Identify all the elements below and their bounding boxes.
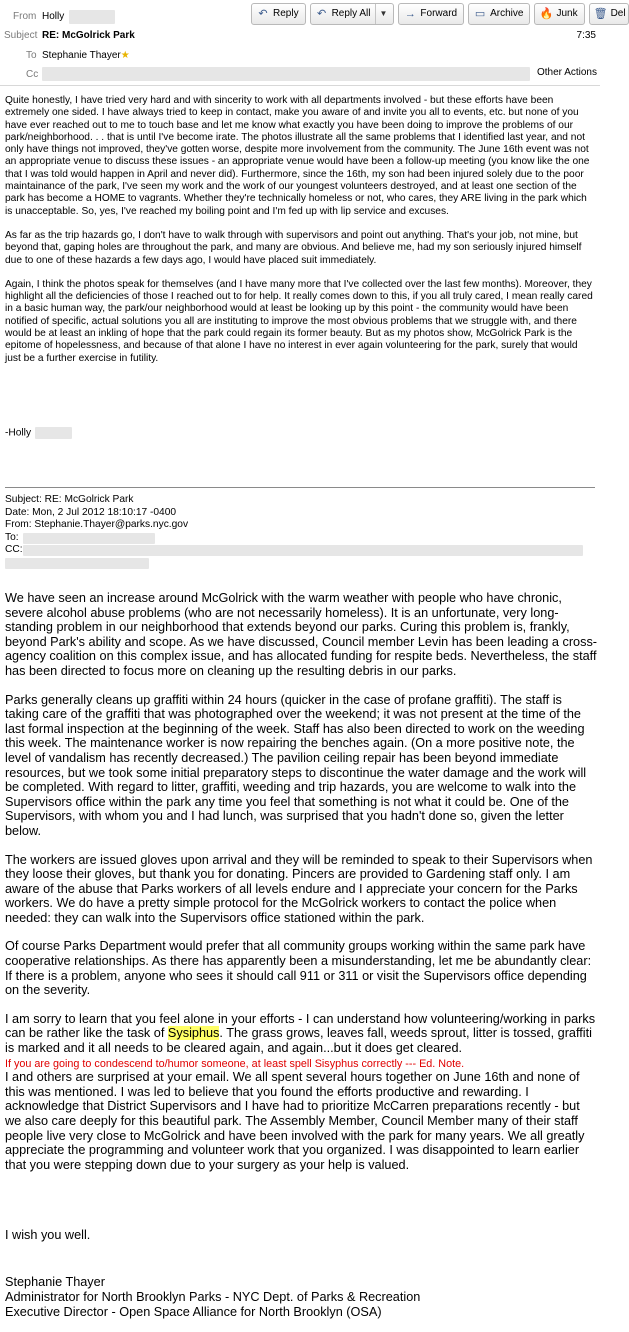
redacted-quoted-cc-continued (5, 558, 149, 569)
quoted-to-row (5, 532, 595, 545)
quoted-paragraph: The workers are issued gloves upon arrival and they will be reminded to speak to their Supervisors when they loose their gloves, but thank you for donating. Pincers are provided to Gardening staff only. I am aware of the abuse that Parks workers of all levels endure and I appreciate your concern for the Parks workers. We do have a pretty simple protocol for the McGolrick workers to contact the police when needed: they can walk into the Supervisors office stationed within the park. (5, 852, 593, 925)
star-icon[interactable]: ★ (120, 50, 130, 61)
message-body (5, 95, 595, 365)
redacted-signature-surname (35, 427, 72, 439)
forward-button[interactable] (398, 3, 464, 25)
reply-icon: ↶ (258, 8, 268, 20)
signature-title: Administrator for North Brooklyn Parks - NYC Dept. of Parks & Recreation (5, 1289, 421, 1304)
trash-icon: 🗑 (593, 8, 608, 20)
quoted-message-header (5, 494, 595, 570)
other-actions-menu[interactable]: Other Actions (536, 67, 597, 78)
reply-button[interactable] (251, 3, 306, 25)
reply-all-icon: ↶ (316, 8, 327, 20)
quoted-subject: Subject: RE: McGolrick Park (5, 494, 134, 505)
quoted-paragraph: We have seen an increase around McGolrick with the warm weather with people who have chronic, severe alcohol abuse problems (who are not necessarily homeless). It is an unfortunate, very long-standing problem in our neighborhood that extends beyond our parks. Curing this problem is, frankly, beyond Park's ability and scope. As we have discussed, Council member Levin has been leading a cross-agency coalition on this complex issue, and has allocated funding for respite beds. Nevertheless, the staff has been directed to focus more on cleaning up the resulting debris in our parks. (5, 591, 598, 678)
message-paragraph: Quite honestly, I have tried very hard and with sincerity to work with all departments involved - but these efforts have been extremely one sided. I have always tried to keep in contact, make you aware of and invite you all to events, etc. but none of you have ever reached out to me to touch base and let me know what exactly you have been doing to improve the problems of our park/neighborhood. . . that is until I've become irate. The photos illustrate all the same problems that I identified last year, and not only have things not improved, they've gotten worse, despite more involvement from the community. The June 16th event was not an appropriate venue to discuss these issues - an appropriate venue would have been a follow-up meeting (you know like the one that I was told would happen in April and never did). Furthermore, since the 16th, my son had been injured solely due to the poor maintainance of the park, I've seen my work and the work of our youngest volunteers destroyed, and at least one section of the park has become a HOME to vagrants. Whether they're technically homeless or not, who cares, they ARE living in the park which is unacceptable. So, yes, I've reached my boiling point and I'm fed up with lip service and excuses. (5, 95, 590, 217)
chevron-down-icon[interactable]: ▼ (375, 4, 387, 24)
to-name: Stephanie Thayer (42, 50, 121, 61)
reply-label: Reply (273, 8, 299, 19)
from-label: From (13, 11, 37, 22)
message-header (0, 0, 626, 86)
editor-note: If you are going to condescend to/humor someone, at least spell Sisyphus correctly --- Ed. Note. (5, 1057, 465, 1070)
quoted-text: I am sorry to learn that you feel alone in your efforts - I can understand how volunteering/working in parks can be rather like the task of (5, 1011, 596, 1041)
signature-name: Stephanie Thayer (5, 1275, 105, 1289)
reply-all-button[interactable] (310, 3, 395, 25)
quote-separator (5, 487, 595, 488)
to-label: To (26, 50, 37, 61)
closing-line: I wish you well. (5, 1228, 91, 1242)
signature-text: -Holly (5, 427, 32, 439)
redacted-sender-surname (69, 10, 115, 24)
to-row (0, 47, 600, 65)
quoted-text: . The grass grows, leaves fall, weeds sprout, litter is tossed, graffiti is marked and it all needs to be cleared again, and again...but it does get cleared. (5, 1026, 592, 1056)
cc-label: Cc (26, 69, 39, 80)
message-paragraph: As far as the trip hazards go, I don't have to walk through with supervisors and point out anything. That's your job, not mine, but beyond that, gaping holes are throughout the park, and many are obvious. And believe me, had my son seriously injured himself due to one of these hazards a few days ago, I would have placed suit immediately. (5, 229, 582, 266)
archive-icon: ▭ (474, 8, 486, 20)
signature-title: Executive Director - Open Space Alliance for North Brooklyn (OSA) (5, 1304, 382, 1319)
sender-signature (5, 427, 72, 440)
quoted-cc-row (5, 544, 595, 557)
subject-value: RE: McGolrick Park (42, 30, 135, 41)
quoted-date: Date: Mon, 2 Jul 2012 18:10:17 -0400 (5, 506, 177, 518)
quoted-from: From: Stephanie.Thayer@parks.nyc.gov (5, 519, 189, 531)
quoted-text: I and others are surprised at your email. We all spent several hours together on June 16th and none of this was mentioned. I was led to believe that you found the efforts productive and rewarding. I acknowledge that District Supervisors and I have had to prioritize McCarren preparations recently - but we also care deeply for this beautiful park. The Assembly Member, Council Member many of their staff people live very close to McGolrick and have been involved with the park for many years. We all greatly appreciate the programming and volunteer work that you organized. I was disappointed to learn earlier that you were stepping down due to your surgery as your help is valued. (5, 1070, 585, 1172)
redacted-cc-recipients (42, 67, 530, 81)
archive-label: Archive (490, 8, 524, 19)
archive-button[interactable] (468, 3, 530, 25)
redacted-quoted-cc (23, 545, 583, 556)
cc-row (0, 66, 600, 84)
quoted-paragraph (5, 1012, 597, 1173)
redacted-quoted-to (23, 533, 155, 544)
highlighted-word: Sysiphus (167, 1026, 220, 1041)
quoted-message-body (5, 591, 597, 1172)
quoted-cc-label: CC: (5, 544, 23, 556)
delete-label: Del (610, 8, 626, 19)
quoted-cc-row-continued (5, 557, 595, 570)
delete-button[interactable] (589, 3, 629, 25)
junk-label: Junk (556, 8, 578, 19)
junk-icon: 🔥 (539, 8, 554, 20)
quoted-paragraph: Of course Parks Department would prefer that all community groups working within the same park have cooperative relationships. As there has apparently been a misunderstanding, let me be abundantly clear: If there is a problem, anyone who sees it should call 911 or 311 or visit the Supervisors office depending on the severity. (5, 939, 592, 998)
junk-button[interactable] (534, 3, 584, 25)
quoted-signature (5, 1275, 420, 1319)
reply-all-label: Reply All (331, 8, 371, 19)
message-paragraph: Again, I think the photos speak for themselves (and I have many more that I've collected over the last few months). Moreover, they highlight all the deficiencies of those I reached out to for help. It really comes down to this, if you all truly cared, I mean really cared in a basic human way, the park/our neighborhood would at least be looking up by this point - the community would have been notified of specific, actual solutions you all are instituting to improve the most obvious problems that we struggle with, and there would be at least an inkling of hope that the park could regain its former beauty. But as my photos show, McGolrick Park is the epitome of hopelessness, and because of that alone I have no interest in ever again volunteering for the park, surely that would just be a further exercise in futility. (5, 278, 593, 364)
quoted-to-label: To: (5, 531, 19, 543)
subject-label: Subject (4, 30, 38, 41)
forward-icon: → (404, 8, 416, 20)
quoted-paragraph: Parks generally cleans up graffiti within 24 hours (quicker in the case of profane graffiti). The staff is taking care of the graffiti that was photographed over the weekend; it was not present at the time of the last formal inspection at the beginning of the week. Staff has also been directed to work on the weeding this week. The maintenance worker is now repairing the benches again. (On a more positive note, the level of vandalism has recently decreased.) The pavilion ceiling repair has been beyond immediate resources, but we took some initial preparatory steps to discontinue the water damage and the work will be completed. With regard to litter, graffiti, weeding and trip hazards, you are welcome to walk into the Supervisors office within the park any time you feel that something is not what it could be. One of the Supervisors, with whom you and I had lunch, was surprised that you hadn't done so, given the letter below. (5, 692, 587, 838)
message-toolbar (251, 3, 629, 25)
forward-label: Forward (420, 8, 458, 19)
from-value[interactable]: Holly (42, 11, 65, 22)
message-time: 7:35 (576, 30, 596, 41)
to-value[interactable] (42, 47, 130, 65)
subject-row (0, 27, 600, 45)
